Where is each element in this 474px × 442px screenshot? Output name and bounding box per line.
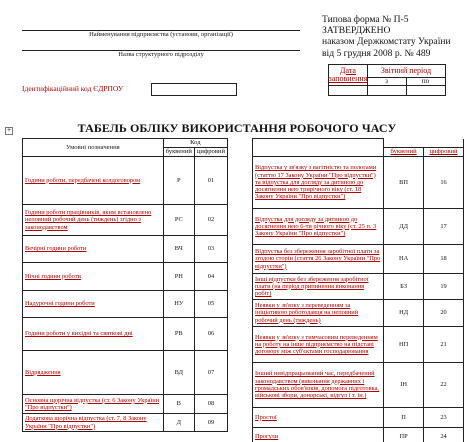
code-digit: 22 [424,363,464,408]
code-name: Години роботи у вихідні та святкові дні [23,318,164,351]
code-digit: 19 [424,274,464,300]
code-digit: 05 [194,291,227,318]
code-name: Інший невідпрацьований час, передбачений законодавством (виконання державних і громадських обов'язків, допомога підготовка, військові збори, донорські, відгул і т. ін.) [253,363,384,408]
report-period-label: Звітний період [380,66,432,75]
table-row [23,318,228,351]
code-letter: ПР [384,428,424,442]
table-row [23,395,228,414]
code-name: Інші відпустки без збереження заробітної плати (на період припинення виконання робіт) [253,274,384,300]
code-letter: ІН [384,363,424,408]
code-digit: 07 [194,351,227,395]
left-col-digit-header: цифровий [194,148,227,157]
code-digit: 01 [194,157,227,205]
period-to-label: по [421,77,430,85]
unit-name-caption: Назва структурного підрозділу [118,51,204,58]
code-digit: 08 [194,395,227,414]
code-digit: 23 [424,408,464,428]
codes-table-right [252,138,464,442]
table-row [23,291,228,318]
code-letter: Д [163,414,194,432]
code-letter: НУ [163,291,194,318]
code-letter: НД [384,300,424,327]
code-digit: 03 [194,236,227,263]
table-row [253,245,464,274]
form-order: наказом Держкомстату України [322,36,451,48]
table-row [23,236,228,263]
table-row [23,205,228,236]
code-name: Години роботи працівників, яким встановлено неповний робочий день (тиждень) згідно з законодавством [23,205,164,236]
table-row [253,327,464,363]
code-name: Нічні години роботи [23,263,164,291]
table-row [253,209,464,245]
left-col-letter-header: буквений [163,148,194,157]
table-row [253,363,464,408]
page-title: ТАБЕЛЬ ОБЛІКУ ВИКОРИСТАННЯ РОБОЧОГО ЧАСУ [77,121,397,135]
left-col-code-header: Код [163,139,227,148]
right-col-letter-header: буквений [384,148,424,157]
code-digit: 16 [424,157,464,209]
code-letter: НА [384,245,424,274]
code-digit: 21 [424,327,464,363]
left-col-name-header: Умовні позначення [23,139,164,157]
code-letter: ВП [384,157,424,209]
edrpou-field[interactable] [151,83,237,96]
code-name: Додаткова щорічна відпустка (ст. 7, 8 Закону України "Про відпустки") [23,414,164,432]
code-letter: Р [163,157,194,205]
code-name: Простої [253,408,384,428]
code-letter: НП [384,327,424,363]
form-number: Типова форма № П-5 [322,14,409,25]
code-name: Основна щорічна відпустка (ст. 6 Закону України "Про відпустки") [23,395,164,414]
code-digit: 09 [194,414,227,432]
code-name: Відпустка без збереження заробітної плати за згодою сторін (стаття 26 Закону України "Про відпустки") [253,245,384,274]
code-digit: 04 [194,263,227,291]
edrpou-label: Ідентифікаційний код ЄДРПОУ [22,84,124,93]
fill-date-label: Дата заповнення [328,66,368,83]
table-row [23,351,228,395]
form-approval-block [322,14,472,59]
code-letter: П [384,408,424,428]
code-name: Відпустка у зв'язку з вагітністю та пологами (статтю 17 Закону України "Про відпустки") та відпустка для догляду за дитиною до досягнення нею трирічного віку (ст. 18 Закону України "Про відпустки") [253,157,384,209]
code-letter: ВД [163,351,194,395]
form-approved: ЗАТВЕРДЖЕНО [322,25,391,37]
table-row [23,157,228,205]
code-digit: 18 [424,245,464,274]
code-name: Неявки у зв'язку з переведенням за ініціативою роботодавця на неповний робочий день (тиждень) [253,300,384,327]
codes-table-left [22,138,228,432]
code-letter: В [163,395,194,414]
code-name: Години роботи, передбачені колдоговором [23,157,164,205]
org-name-caption: Найменування підприємства (установи, організації) [89,31,233,38]
date-period-box [328,64,446,96]
table-row [253,157,464,209]
code-name: Відпустка для догляду за дитиною до досягнення нею 6-ти річного віку (ст. 25 п. 3 Закону України "Про відпустки") [253,209,384,245]
code-digit: 24 [424,428,464,442]
right-col-digit-header: цифровий [424,148,464,157]
code-name: Неявки у зв'язку з тимчасовим переведенням на роботу на інше підприємство на підставі договору між суб'єктами господарювання [253,327,384,363]
table-row [253,428,464,442]
period-from-label: з [385,77,388,85]
code-digit: 20 [424,300,464,327]
table-row [253,300,464,327]
code-letter: РС [163,205,194,236]
code-letter: ВЧ [163,236,194,263]
table-move-handle-icon[interactable]: + [6,127,12,134]
table-row [23,414,228,432]
code-letter: РН [163,263,194,291]
code-digit: 02 [194,205,227,236]
code-letter: РВ [163,318,194,351]
form-date: від 5 грудня 2008 р. № 489 [322,47,431,59]
code-name: Надурочні години роботи [23,291,164,318]
code-letter: ДД [384,209,424,245]
code-digit: 06 [194,318,227,351]
code-letter: БЗ [384,274,424,300]
code-name: Вечірні години роботи [23,236,164,263]
table-row [253,274,464,300]
code-name: Відрядження [23,351,164,395]
table-row [253,408,464,428]
code-digit: 17 [424,209,464,245]
code-name: Прогули [253,428,384,442]
table-row [23,263,228,291]
